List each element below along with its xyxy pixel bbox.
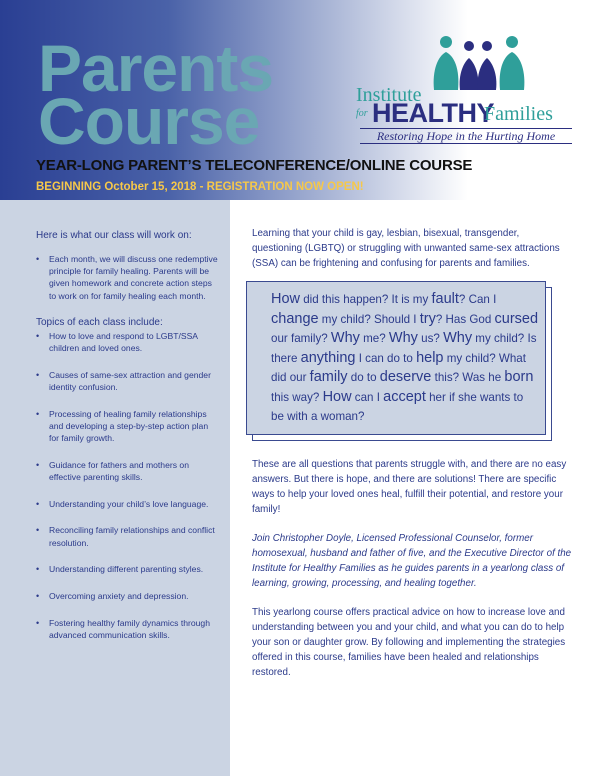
list-item: • Reconciling family relationships and conflict resolution. <box>36 524 218 548</box>
sidebar-intro: Here is what our class will work on: <box>36 230 192 241</box>
header-banner <box>0 0 600 200</box>
sidebar-intro-list <box>36 253 218 302</box>
quote-emphasis: accept <box>383 388 426 405</box>
list-item: • Overcoming anxiety and depression. <box>36 590 218 602</box>
quote-text: ? Can I <box>458 293 497 306</box>
topics-heading: Topics of each class include: <box>36 316 163 328</box>
quote-text: did this happen? It is my <box>300 293 432 306</box>
quote-text: my child? Is there <box>271 332 537 365</box>
intro-paragraph: Learning that your child is gay, lesbian, bisexual, transgender, questioning (LGBTQ) or struggling with unwanted same-sex attractions (SSA) can be frightening and confusing for parents and families. <box>252 228 560 269</box>
quote-emphasis: Why <box>388 330 418 347</box>
quote-emphasis: change <box>271 310 319 327</box>
quote-text: my child? What did our <box>271 351 526 385</box>
title-course: Course <box>38 84 260 158</box>
institute-logo <box>352 32 582 142</box>
logo-healthy-text: HEALTHY <box>372 98 494 128</box>
quote-text: I can do to <box>355 351 417 365</box>
main-content <box>252 226 572 694</box>
quote-emphasis: family <box>309 369 348 386</box>
list-item: • Processing of healing family relationships and developing a step-by-step action plan for family growth. <box>36 408 218 445</box>
list-item: • Guidance for fathers and mothers on effective parenting skills. <box>36 459 218 483</box>
quote-text: her if she wants to be with a woman? <box>271 390 524 423</box>
quote-emphasis: How <box>271 291 301 307</box>
quote-text: our family? <box>271 332 331 346</box>
quote-emphasis: help <box>416 349 444 366</box>
course-paragraph: This yearlong course offers practical advice on how to increase love and understanding between you and your child, and what you can do to help your son or daughter grow. By following and implementing the strategies offered in this course, families have been healed and relationships restored. <box>252 607 566 678</box>
quote-text: me? <box>359 332 389 346</box>
list-item: • Understanding your child’s love language. <box>36 498 218 510</box>
quote-emphasis: fault <box>431 291 459 307</box>
quote-text: my child? Should I <box>318 312 420 326</box>
list-item: • How to love and respond to LGBT/SSA children and loved ones. <box>36 330 218 354</box>
quote-text: this? Was he <box>431 371 505 385</box>
quote-text: us? <box>417 332 444 346</box>
list-item: • Causes of same-sex attraction and gender identity confusion. <box>36 369 218 393</box>
list-item: • Fostering healthy family dynamics through advanced communication skills. <box>36 617 218 641</box>
quote-emphasis: cursed <box>494 310 539 327</box>
quote-box <box>246 281 546 435</box>
course-subtitle: YEAR-LONG PARENT’S TELECONFERENCE/ONLINE COURSE <box>36 157 473 174</box>
quote-emphasis: born <box>504 369 534 386</box>
logo-tagline: Restoring Hope in the Hurting Home <box>360 128 572 144</box>
quote-text: can I <box>351 390 384 404</box>
quote-text: do to <box>347 371 380 385</box>
quote-emphasis: How <box>322 388 352 405</box>
quote-emphasis: deserve <box>379 369 432 386</box>
hope-paragraph: These are all questions that parents struggle with, and there are no easy answers. But there is hope, and there are solutions! There are specific ways to help your loved ones heal, fulfill their potential, and restore your family! <box>252 459 567 515</box>
registration-banner: BEGINNING October 15, 2018 - REGISTRATION NOW OPEN! <box>36 181 364 193</box>
list-item: • Understanding different parenting styles. <box>36 563 218 575</box>
quote-text: ? Has God <box>435 312 495 326</box>
list-item: • Each month, we will discuss one redemptive principle for family healing. Parents will be given homework and concrete action steps to work on for family healing each month. <box>36 253 218 302</box>
quote-emphasis: anything <box>300 349 356 366</box>
sidebar-panel <box>0 200 230 776</box>
instructor-paragraph: Join Christopher Doyle, Licensed Professional Counselor, former homosexual, husband and father of five, and the Executive Director of the Institute for Healthy Families as he guides parents in a yearlong class of learning, growing, processing, and healing together. <box>252 533 572 589</box>
quote-emphasis: Why <box>443 330 473 347</box>
topics-list <box>36 330 218 641</box>
family-figures-icon <box>424 32 534 92</box>
logo-institute-text: Institute <box>356 84 422 106</box>
logo-for-text: for <box>356 108 368 119</box>
title-parents: Parents <box>38 31 274 105</box>
quote-emphasis: try <box>419 310 436 327</box>
logo-families-text: Families <box>484 103 553 125</box>
quote-emphasis: Why <box>330 330 360 347</box>
quote-callout <box>246 281 562 441</box>
quote-text: this way? <box>271 390 323 404</box>
